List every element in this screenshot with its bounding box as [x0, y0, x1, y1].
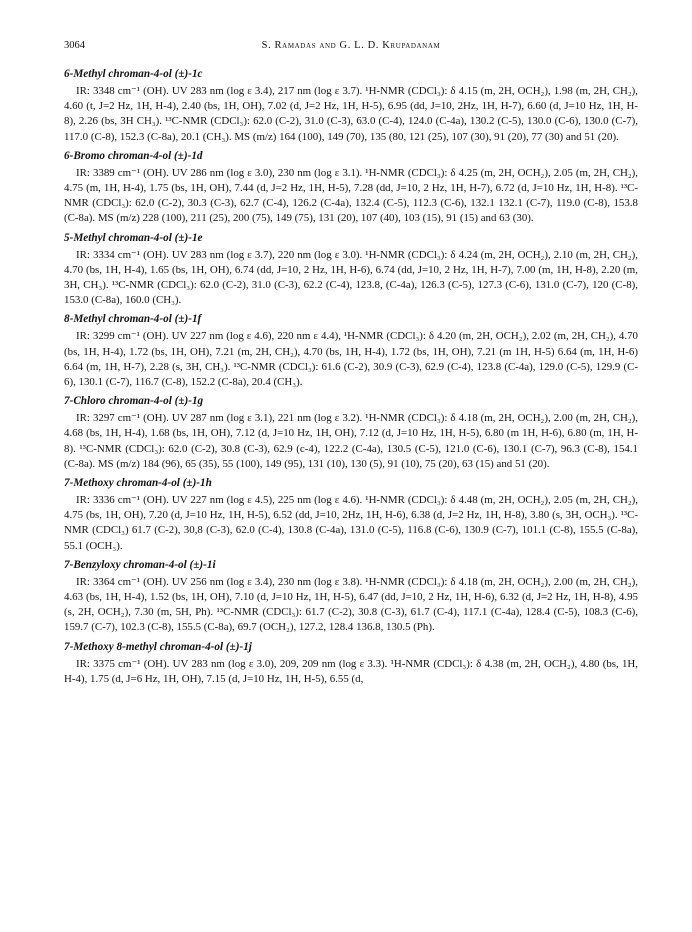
- compound-spectral-data: IR: 3375 cm⁻¹ (OH). UV 283 nm (log ε 3.0), 209, 209 nm (log ε 3.3). ¹H-NMR (CDCl₃): δ 4.38 (m, 2H, OCH₂), 4.80 (bs, 1H, H-4), 1.75 (d, J=6 Hz, 1H, OH), 7.15 (d, J=10 Hz, 1H, H-5), 6.55 (d,: [64, 657, 638, 685]
- compound-entry-1e: [64, 230, 638, 309]
- compound-entry-1f: [64, 311, 638, 390]
- compound-spectral-data: IR: 3334 cm⁻¹ (OH). UV 283 nm (log ε 3.7), 220 nm (log ε 3.0). ¹H-NMR (CDCl₃): δ 4.24 (m, 2H, OCH₂), 2.10 (m, 2H, CH₂), 4.70 (bs, 1H, H-4), 1.65 (bs, 1H, OH), 6.74 (dd, J=10, 2 Hz, 1H, H-6), 6.74 (dd, J=10, 2 Hz, 1H, H-7), 7.00 (m, 1H, H-8), 2.20 (m, 3H, CH₃). ¹³C-NMR (CDCl₃): 62.0 (C-2), 31.0 (C-3), 62.2 (C-4), 123.8, (C-4a), 126.3 (C-5), 127.3 (C-6), 131.0 (C-7), 120 (C-8), 153.0 (C-8a), 160.0 (CH₃).: [64, 248, 638, 307]
- compound-entry-1c: [64, 66, 638, 145]
- compound-title: 7-Chloro chroman-4-ol (±)-1g: [64, 395, 204, 408]
- compound-spectral-data: IR: 3299 cm⁻¹ (OH). UV 227 nm (log ε 4.6), 220 nm ε 4.4), ¹H-NMR (CDCl₃): δ 4.20 (m, 2H, OCH₂), 2.02 (m, 2H, CH₂), 4.70 (bs, 1H, H-4), 1.72 (bs, 1H, OH), 7.21 (m, 2H, CH₂), 4.70 (bs, 1H, H-4), 1.72 (bs, 1H, OH), 7.21 (m 1H, H-5) 6.64 (m, 1H, H-6) 6.64 (m, 1H, H-7), 2.28 (s, 3H, CH₃). ¹³C-NMR (CDCl₃): 61.6 (C-2), 30.9 (C-3), 62.9 (C-4), 123.8 (C-4a), 129.0 (C-5), 129.9 (C-6), 130.1 (C-7), 116.7 (C-8), 152.2 (C-8a), 20.4 (CH₃).: [64, 330, 638, 389]
- compound-entry-1g: [64, 393, 638, 472]
- compound-entry-1i: [64, 557, 638, 636]
- compound-title: 6-Methyl chroman-4-ol (±)-1c: [64, 68, 203, 80]
- compound-spectral-data: IR: 3389 cm⁻¹ (OH). UV 286 nm (log ε 3.0), 230 nm (log ε 3.1). ¹H-NMR (CDCl₃): δ 4.25 (m, 2H, OCH₂), 2.05 (m, 2H, CH₂), 4.75 (m, 1H, H-4), 1.75 (bs, 1H, OH), 7.44 (d, J=2 Hz, 1H, H-5), 7.28 (dd, J=10, 2 Hz, 1H, H-7), 6.72 (d, J=10 Hz, 1H, H-8). ¹³C-NMR (CDCl₃): 62.0 (C-2), 30.3 (C-3), 62.7 (C-4), 126.2 (C-4a), 132.4 (C-5), 112.3 (C-6), 132.1 132.1 (C-7), 119.0 (C-8), 153.8 (C-8a). MS (m/z) 228 (100), 211 (25), 200 (75), 149 (75), 131 (20), 107 (40), 103 (15), 91 (15) and 63 (30).: [64, 166, 638, 225]
- compound-title: 7-Benzyloxy chroman-4-ol (±)-1i: [64, 558, 216, 571]
- page-number: 3064: [64, 40, 85, 51]
- compound-spectral-data: IR: 3348 cm⁻¹ (OH). UV 283 nm (log ε 3.4), 217 nm (log ε 3.7). ¹H-NMR (CDCl₃): δ 4.15 (m, 2H, OCH₂), 1.98 (m, 2H, CH₂), 4.60 (t, J=2 Hz, 1H, H-4), 2.40 (bs, 1H, OH), 7.02 (d, J=2 Hz, 1H, H-5), 6.95 (dd, J=10, 2Hz, 1H, H-7), 6.60 (d, J=10 Hz, 1H, H-8), 2.26 (bs, 3H CH₃). ¹³C-NMR (CDCl₃): 62.0 (C-2), 31.0 (C-3), 63.0 (C-4), 124.0 (C-4a), 130.2 (C-5), 130.0 (C-6), 130.0 (C-7), 117.0 (C-8), 152.3 (C-8a), 20.1 (CH₃). MS (m/z) 164 (100), 149 (70), 135 (80, 121 (25), 107 (30), 91 (20), 77 (30) and 51 (20).: [64, 85, 638, 143]
- compound-spectral-data: IR: 3297 cm⁻¹ (OH). UV 287 nm (log ε 3.1), 221 nm (log ε 3.2). ¹H-NMR (CDCl₃): δ 4.18 (m, 2H, OCH₂), 2.00 (m, 2H, CH₂), 4.68 (bs, 1H, H-4), 1.68 (bs, 1H, OH), 7.12 (d, J=10 Hz, 1H, OH), 7.12 (d, J=10 Hz, 1H, H-5), 6.80 (m 1H, H-6), 6.80 (m, 1H, H-8). ¹³C-NMR (CDCl₃): 62.0 (C-2), 30.8 (C-3), 62.9 (c-4), 122.2 (C-4a), 130.5 (C-5), 121.0 (C-6), 130.1 (C-7), 96.3 (C-8), 154.1 (C-8a). MS (m/z) 184 (96), 65 (35), 55 (100), 149 (95), 131 (10), 130 (5), 91 (10), 75 (20), 63 (15) and 51 (20).: [64, 412, 638, 470]
- compound-spectral-data: IR: 3336 cm⁻¹ (OH). UV 227 nm (log ε 4.5), 225 nm (log ε 4.6). ¹H-NMR (CDCl₃): δ 4.48 (m, 2H, OCH₂), 2.05 (m, 2H, CH₂), 4.75 (bs, 1H, OH), 7.20 (d, J=10 Hz, 1H, H-5), 6.52 (dd, J=10, 2Hz, 1H, H-6), 6.38 (d, J=2 Hz, 1H, H-8), 3.80 (s, 3H, OCH₃). ¹³C-NMR (CDCl₃) 61.7 (C-2), 30,8 (C-3), 62.0 (C-4), 130.8 (C-4a), 131.0 (C-5), 116.8 (C-6), 130.9 (C-7), 101.1 (C-8), 155.5 (C-8a), 55.1 (OCH₃).: [64, 494, 638, 552]
- compound-entry-1d: [64, 148, 638, 227]
- compound-title: 6-Bromo chroman-4-ol (±)-1d: [64, 149, 203, 162]
- journal-page: [64, 40, 638, 690]
- compound-title: 8-Methyl chroman-4-ol (±)-1f: [64, 313, 202, 326]
- compound-entry-1h: [64, 475, 638, 554]
- compound-spectral-data: IR: 3364 cm⁻¹ (OH). UV 256 nm (log ε 3.4), 230 nm (log ε 3.8). ¹H-NMR (CDCl₃): δ 4.18 (m, 2H, OCH₂), 2.00 (m, 2H, CH₂), 4.63 (bs, 1H, H-4), 1.52 (bs, 1H, OH), 7.10 (d, J=10 Hz, 1H, H-5), 6.47 (dd, J=10, 2 Hz, 1H, H-6), 6.32 (d, J=2 Hz, 1H, H-8), 4.95 (s, 2H, OCH₂), 7.30 (m, 5H, Ph). ¹³C-NMR (CDCl₃): 61.7 (C-2), 30.8 (C-3), 61.7 (C-4), 117.1 (C-4a), 128.4 (C-5), 108.3 (C-6), 159.7 (C-7), 102.3 (C-8), 155.5 (C-8a), 69.7 (OCH₂), 127.2, 128.4 136.8, 130.5 (Ph).: [64, 575, 638, 634]
- compound-title: 7-Methoxy chroman-4-ol (±)-1h: [64, 477, 212, 490]
- compound-title: 5-Methyl chroman-4-ol (±)-1e: [64, 231, 203, 244]
- running-header: [64, 40, 638, 64]
- compound-entry-1j: [64, 639, 638, 687]
- running-header-authors: S. Ramadas and G. L. D. Krupadanam: [261, 40, 441, 51]
- compound-title: 7-Methoxy 8-methyl chroman-4-ol (±)-1j: [64, 640, 252, 653]
